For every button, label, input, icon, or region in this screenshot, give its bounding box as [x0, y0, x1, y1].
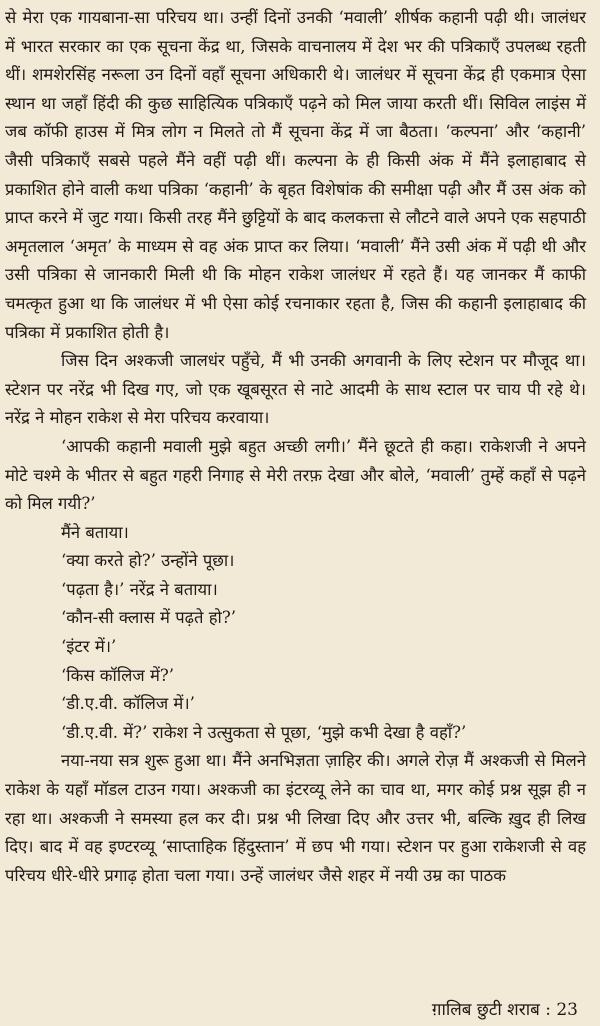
- footer-separator: :: [545, 1000, 551, 1020]
- dialogue-line: ‘पढ़ता है।’ नरेंद्र ने बताया।: [61, 579, 218, 599]
- paragraph-3: ‘आपकी कहानी मवाली मुझे बहुत अच्छी लगी।’ मैंने छूटते ही कहा। राकेशजी ने अपने मोटे चश्मे के भीतर से बहुत गहरी निगाह से मेरी तरफ़ देखा और बोले, ‘मवाली’ तुम्हें कहाँ से पढ़ने को मिल गयी?’: [5, 436, 586, 514]
- dialogue-line: ‘इंटर में।’: [61, 637, 117, 657]
- page-number: 23: [556, 1000, 578, 1020]
- page-footer: [432, 997, 578, 1020]
- closing-paragraph: नया-नया सत्र शुरू हुआ था। मैंने अनभिज्ञता ज़ाहिर की। अगले रोज़ मैं अश्कजी से मिलने राकेश के यहाँ मॉडल टाउन गया। अश्कजी का इंटरव्यू लेने का चाव था, मगर कोई प्रश्न सूझ ही न रहा था। अश्कजी ने समस्या हल कर दी। प्रश्न भी लिखा दिए और उत्तर भी, बल्कि ख़ुद ही लिख दिए। बाद में वह इण्टरव्यू ‘साप्ताहिक हिंदुस्तान’ में छप भी गया। स्टेशन पर हुआ राकेशजी से वह परिचय धीरे-धीरे प्रगाढ़ होता चला गया। उन्हें जालंधर जैसे शहर में नयी उम्र का पाठक: [5, 751, 586, 885]
- page-body: [5, 4, 586, 890]
- dialogue-line: ‘कौन-सी क्लास में पढ़ते हो?’: [61, 608, 236, 628]
- dialogue-line: ‘डी.ए.वी. कॉलिज में।’: [61, 694, 195, 714]
- dialogue-line: ‘क्या करते हो?’ उन्होंने पूछा।: [61, 551, 235, 571]
- dialogue-line: ‘किस कॉलिज में?’: [61, 665, 175, 685]
- paragraph-1: से मेरा एक गायबाना-सा परिचय था। उन्हीं दिनों उनकी ‘मवाली’ शीर्षक कहानी पढ़ी थी। जालंधर में भारत सरकार का एक सूचना केंद्र था, जिसके वाचनालय में देश भर की पत्रिकाएँ उपलब्ध रहती थीं। शमशेरसिंह नरूला उन दिनों वहाँ सूचना अधिकारी थे। जालंधर में सूचना केंद्र ही एकमात्र ऐसा स्थान था जहाँ हिंदी की कुछ साहित्यिक पत्रिकाएँ पढ़ने को मिल जाया करती थीं। सिविल लाइंस में जब कॉफी हाउस में मित्र लोग न मिलते तो मैं सूचना केंद्र में जा बैठता। ‘कल्पना’ और ‘कहानी’ जैसी पत्रिकाएँ सबसे पहले मैंने वहीं पढ़ी थीं। कल्पना के ही किसी अंक में मैंने इलाहाबाद से प्रकाशित होने वाली कथा पत्रिका ‘कहानी’ के बृहत विशेषांक की समीक्षा पढ़ी और मैं उस अंक को प्राप्त करने में जुट गया। किसी तरह मैंने छुट्टियों के बाद कलकत्ता से लौटने वाले अपने एक सहपाठी अमृतलाल ‘अमृत’ के माध्यम से वह अंक प्राप्त कर लिया। ‘मवाली’ मैंने उसी अंक में पढ़ी थी और उसी पत्रिका से जानकारी मिली थी कि मोहन राकेश जालंधर में रहते हैं। यह जानकर मैं काफी चमत्कृत हुआ था कि जालंधर में भी ऐसा कोई रचनाकार रहता है, जिस की कहानी इलाहाबाद की पत्रिका में प्रकाशित होती है।: [5, 8, 586, 342]
- paragraph-2: जिस दिन अश्कजी जालधंर पहुँचे, मैं भी उनकी अगवानी के लिए स्टेशन पर मौजूद था। स्टेशन पर नरेंद्र भी दिख गए, जो एक खूबसूरत से नाटे आदमी के साथ स्टाल पर चाय पी रहे थे। नरेंद्र ने मोहन राकेश से मेरा परिचय करवाया।: [5, 351, 586, 428]
- dialogue-line: मैंने बताया।: [61, 522, 129, 542]
- dialogue-line: ‘डी.ए.वी. में?’ राकेश ने उत्सुकता से पूछा, ‘मुझे कभी देखा है वहाँ?’: [61, 722, 467, 742]
- running-title: ग़ालिब छुटी शराब: [431, 1000, 540, 1020]
